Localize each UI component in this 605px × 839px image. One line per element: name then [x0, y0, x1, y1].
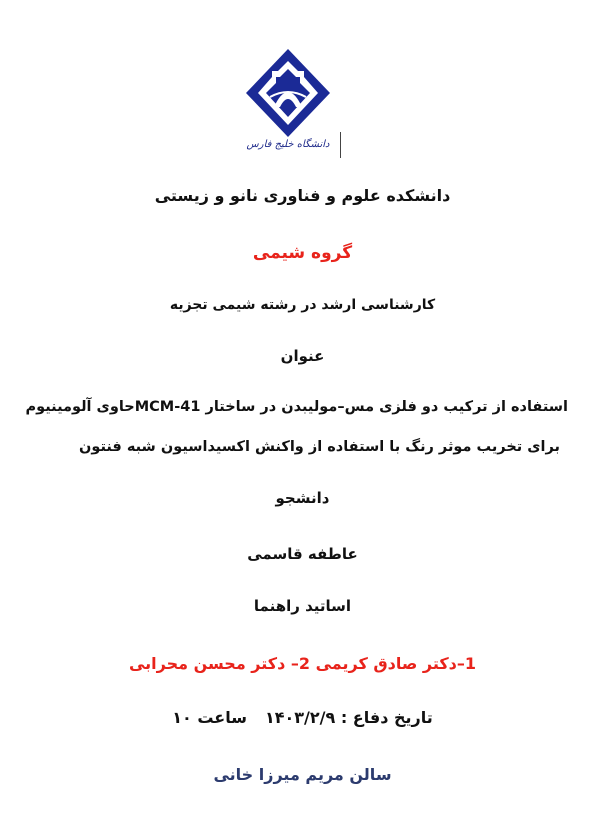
degree-name: کارشناسی ارشد در رشته شیمی تجزیه [169, 297, 436, 313]
faculty-name: دانشکده علوم و فناوری نانو و زیستی [154, 186, 451, 205]
thesis-title-line-2: برای تخریب موثر رنگ با استفاده از واکنش اکسیداسیون شبه فنتون [79, 439, 560, 455]
student-label: دانشجو [275, 489, 330, 507]
defense-time: ساعت ۱۰ [172, 708, 247, 727]
group-name: گروه شیمی [252, 243, 353, 263]
university-emblem-icon [244, 47, 332, 139]
logo-caption: دانشگاه خلیج فارس [246, 139, 330, 150]
defense-info [0, 708, 605, 727]
venue-name: سالن مریم میرزا خانی [213, 765, 392, 784]
advisors-label: اساتید راهنما [253, 597, 352, 615]
advisors-names: 1–دکتر صادق کریمی 2– دکتر محسن محرابی [128, 654, 477, 673]
logo-divider [340, 132, 341, 158]
university-logo [244, 47, 332, 165]
defense-date: تاریخ دفاع : ۱۴۰۳/۲/۹ [264, 708, 433, 727]
student-name: عاطفه قاسمی [247, 545, 358, 563]
thesis-title-label: عنوان [280, 347, 325, 365]
thesis-title-line-1: استفاده از ترکیب دو فلزی مس–مولیبدن در ساختار MCM-41حاوی آلومینیوم [25, 399, 568, 415]
